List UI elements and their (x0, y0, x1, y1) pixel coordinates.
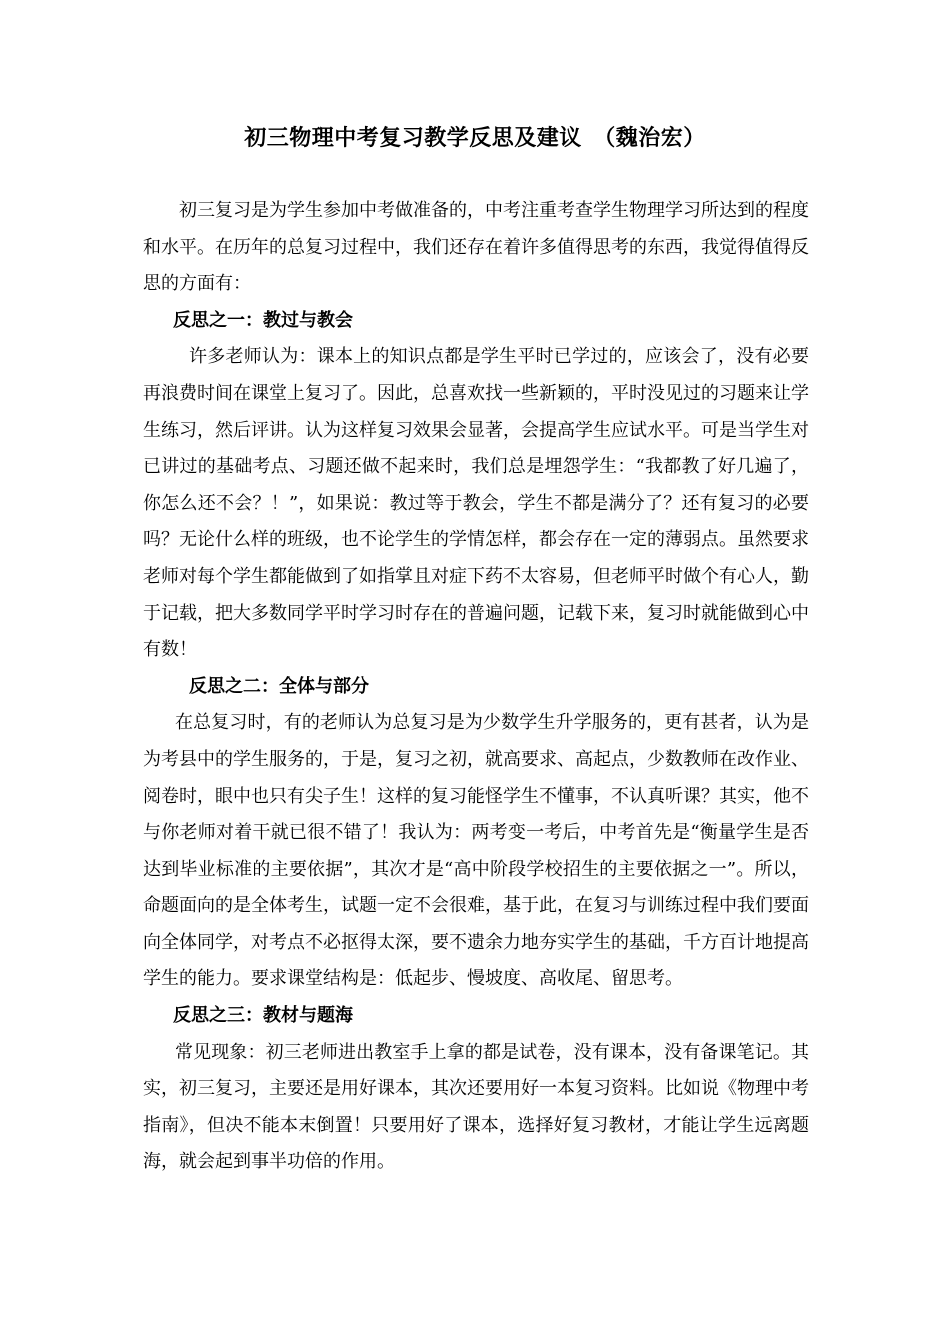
section-heading-3: 反思之三：教材与题海 (173, 1005, 353, 1027)
document-title: 初三物理中考复习教学反思及建议 （魏治宏） (244, 125, 706, 151)
section-heading-1: 反思之一：教过与教会 (173, 309, 353, 331)
section-body-3: 常见现象：初三老师进出教室手上拿的都是试卷，没有课本，没有备课笔记。其实，初三复习，主要还是用好课本，其次还要用好一本复习资料。比如说《物理中考指南》，但决不能本末倒置！只要用好了课本，选择好复习教材，才能让学生远离题海，就会起到事半功倍的作用。 (143, 1041, 809, 1173)
section-heading-2: 反思之二：全体与部分 (189, 675, 369, 697)
intro-paragraph: 初三复习是为学生参加中考做准备的，中考注重考查学生物理学习所达到的程度和水平。在历年的总复习过程中，我们还存在着许多值得思考的东西，我觉得值得反思的方面有： (143, 200, 809, 295)
document-body (143, 193, 809, 1181)
section-body-2: 在总复习时，有的老师认为总复习是为少数学生升学服务的，更有甚者，认为是为考县中的学生服务的，于是，复习之初，就高要求、高起点，少数教师在改作业、阅卷时，眼中也只有尖子生！这样的复习能怪学生不懂事，不认真听课？其实，他不与你老师对着干就已很不错了！我认为：两考变一考后，中考首先是“衡量学生是否达到毕业标准的主要依据”，其次才是“高中阶段学校招生的主要依据之一”。所以，命题面向的是全体考生，试题一定不会很难，基于此，在复习与训练过程中我们要面向全体同学，对考点不必抠得太深，要不遗余力地夯实学生的基础，千方百计地提高学生的能力。要求课堂结构是：低起步、慢坡度、高收尾、留思考。 (143, 712, 809, 990)
section-body-1: 许多老师认为：课本上的知识点都是学生平时已学过的，应该会了，没有必要再浪费时间在课堂上复习了。因此，总喜欢找一些新颖的，平时没见过的习题来让学生练习，然后评讲。认为这样复习效果会显著，会提高学生应试水平。可是当学生对已讲过的基础考点、习题还做不起来时，我们总是埋怨学生：“我都教了好几遍了，你怎么还不会？！”，如果说：教过等于教会，学生不都是满分了？还有复习的必要吗？无论什么样的班级，也不论学生的学情怎样，都会存在一定的薄弱点。虽然要求老师对每个学生都能做到了如指掌且对症下药不太容易，但老师平时做个有心人，勤于记载，把大多数同学平时学习时存在的普遍问题，记载下来，复习时就能做到心中有数！ (143, 346, 809, 661)
